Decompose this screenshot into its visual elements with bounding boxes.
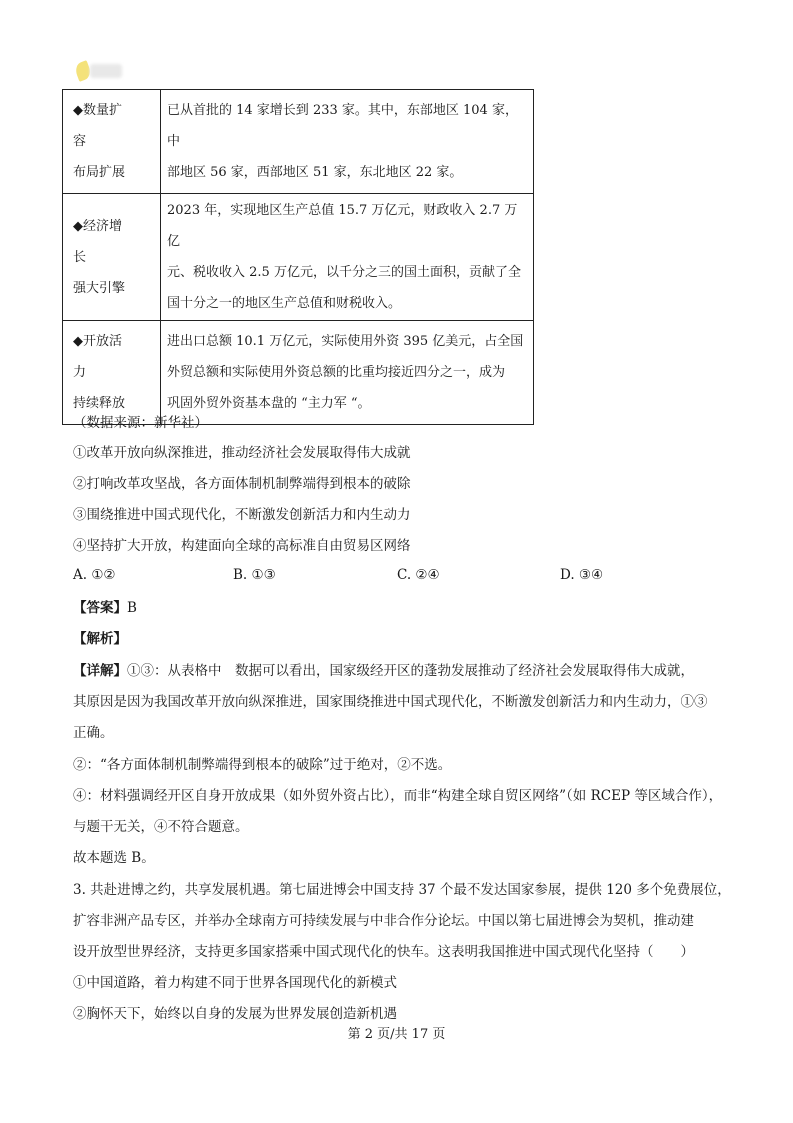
statement-2: ②打响改革攻坚战，各方面体制机制弊端得到根本的破除 — [73, 476, 411, 492]
note-2: ④：材料强调经开区自身开放成果（如外贸外资占比），而非“构建全球自贸区网络”（如 RCEP 等区域合作）， — [73, 788, 723, 804]
row-header: ◆经济增 长 强大引擎 — [63, 194, 161, 321]
note-1: ②：“各方面体制机制弊端得到根本的破除”过于绝对，②不选。 — [73, 757, 452, 773]
note-3: 与题干无关，④不符合题意。 — [73, 819, 249, 835]
conclusion: 故本题选 B。 — [73, 850, 155, 866]
row-header: ◆开放活 力 持续释放 — [63, 321, 161, 425]
q3-statement-1: ①中国道路，着力构建不同于世界各国现代化的新模式 — [73, 975, 397, 991]
q3-statement-2: ②胸怀天下，始终以自身的发展为世界发展创造新机遇 — [73, 1006, 397, 1022]
answer-value: B — [127, 600, 137, 616]
table-row — [63, 90, 534, 194]
row-content: 已从首批的 14 家增长到 233 家。其中，东部地区 104 家，中 部地区 56 家，西部地区 51 家，东北地区 22 家。 — [161, 90, 534, 194]
option-c: C. ②④ — [397, 567, 440, 583]
analysis-label: 【解析】 — [73, 631, 127, 647]
option-a: A. ①② — [73, 567, 116, 583]
question-3-line-3: 设开放型世界经济，支持更多国家搭乘中国式现代化的快车。这表明我国推进中国式现代化坚持（ ） — [73, 944, 694, 960]
page-footer: 第 2 页/共 17 页 — [347, 1027, 446, 1042]
row-content: 2023 年，实现地区生产总值 15.7 万亿元，财政收入 2.7 万亿 元、税收收入 2.5 万亿元，以千分之三的国土面积，贡献了全 国十分之一的地区生产总值和财税收入。 — [161, 194, 534, 321]
detail-line-1: 【详解】①③：从表格中 数据可以看出，国家级经开区的蓬勃发展推动了经济社会发展取得伟大成就， — [73, 663, 694, 679]
table-row — [63, 194, 534, 321]
answer — [73, 598, 137, 618]
row-content: 进出口总额 10.1 万亿元，实际使用外资 395 亿美元，占全国 外贸总额和实际使用外资总额的比重均接近四分之一，成为 巩固外贸外资基本盘的 “主力军 “。 — [161, 321, 534, 425]
statement-1: ①改革开放向纵深推进，推动经济社会发展取得伟大成就 — [73, 445, 411, 461]
question-3-line-2: 扩容非洲产品专区，并举办全球南方可持续发展与中非合作分论坛。中国以第七届进博会为契机，推动建 — [73, 913, 694, 929]
answer-options — [73, 567, 693, 587]
answer-label: 【答案】 — [73, 600, 127, 616]
statement-4: ④坚持扩大开放，构建面向全球的高标准自由贸易区网络 — [73, 538, 411, 554]
row-header: ◆数量扩 容 布局扩展 — [63, 90, 161, 194]
detail-label: 【详解】 — [73, 663, 127, 679]
question-3-line-1: 3. 共赴进博之约，共享发展机遇。第七届进博会中国支持 37 个最不发达国家参展，提供 120 多个免费展位， — [73, 882, 731, 898]
option-d: D. ③④ — [560, 567, 604, 583]
detail-line-3: 正确。 — [73, 725, 114, 741]
table-row — [63, 321, 534, 425]
data-source: （数据来源：新华社） — [73, 415, 208, 431]
detail-line-2: 其原因是因为我国改革开放向纵深推进，国家围绕推进中国式现代化，不断激发创新活力和内生动力，①③ — [73, 694, 708, 710]
option-b: B. ①③ — [233, 567, 276, 583]
statement-3: ③围绕推进中国式现代化，不断激发创新活力和内生动力 — [73, 507, 411, 523]
data-table — [62, 89, 534, 425]
logo-text-blur — [90, 64, 122, 78]
logo — [76, 58, 126, 80]
